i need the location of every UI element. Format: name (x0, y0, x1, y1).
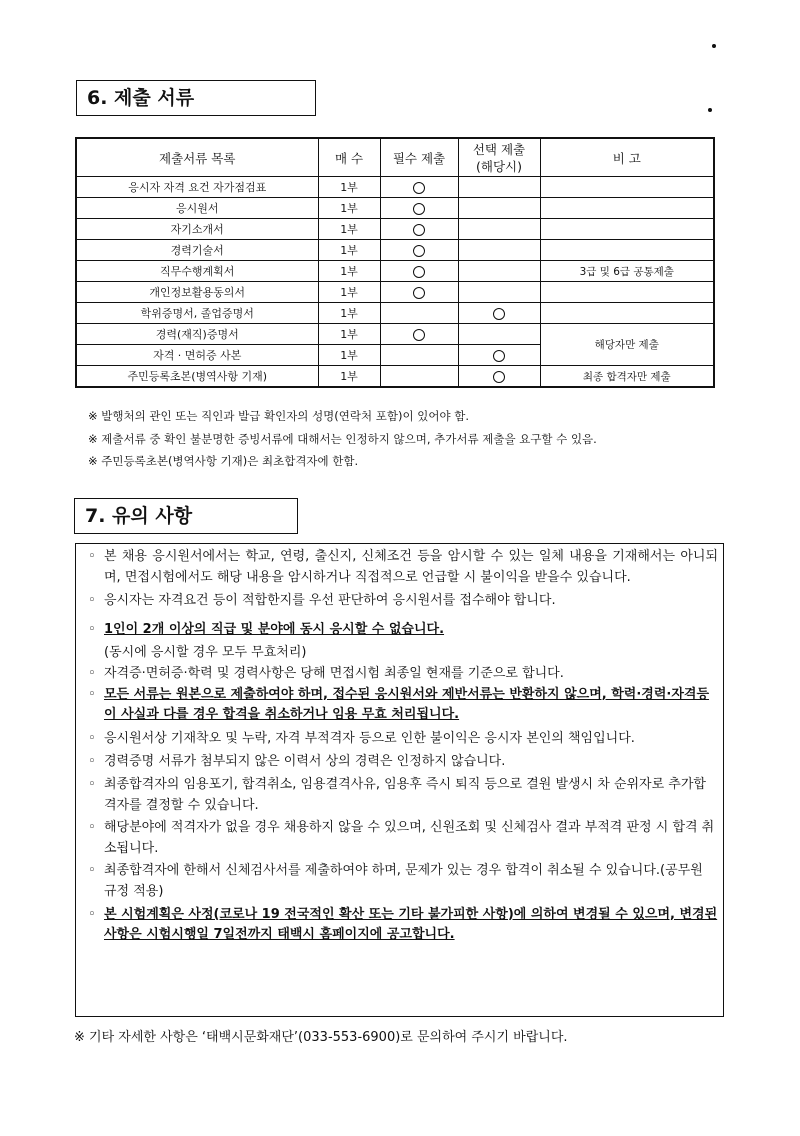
doc-note (540, 198, 714, 219)
doc-count: 1부 (318, 177, 380, 198)
list-item: ◦ 모든 서류는 원본으로 제출하여야 하며, 접수된 응시원서와 제반서류는 반환하지 않으며, 학력·경력·자격등이 사실과 다를 경우 합격을 취소하거나 임용 무효 처리됩니다. (88, 686, 710, 723)
section-7-title: 7. 유의 사항 (74, 498, 298, 534)
list-item: ◦ 자격증·면허증·학력 및 경력사항은 당해 면접시험 최종일 현재를 기준으로 합니다. (88, 665, 564, 681)
table-header-row (76, 138, 714, 177)
optional-mark (458, 345, 540, 366)
table-row (76, 366, 714, 388)
doc-name: 주민등록초본(병역사항 기재) (76, 366, 318, 388)
optional-mark (458, 324, 540, 345)
documents-table (75, 137, 715, 388)
list-item: ◦ 해당분야에 적격자가 없을 경우 채용하지 않을 수 있으며, 신원조회 및 신체검사 결과 부적격 판정 시 합격 취소됩니다. (88, 820, 715, 856)
list-item: ◦ 1인이 2개 이상의 직급 및 분야에 동시 응시할 수 없습니다. (88, 621, 445, 637)
list-item-sub: (동시에 응시할 경우 모두 무효처리) (104, 645, 307, 661)
doc-name: 직무수행계획서 (76, 261, 318, 282)
doc-note (540, 303, 714, 324)
doc-note (540, 282, 714, 303)
note-line: ※ 발행처의 관인 또는 직인과 발급 확인자의 성명(연락처 포함)이 있어야 함. (88, 409, 469, 423)
table-row (76, 240, 714, 261)
header-required: 필수 제출 (380, 138, 458, 177)
list-item: ◦ 최종합격자에 한해서 신체검사서를 제출하여야 하며, 문제가 있는 경우 합격이 취소될 수 있습니다.(공무원 규정 적용) (88, 863, 703, 899)
doc-note: 해당자만 제출 (540, 324, 714, 366)
scan-dot (708, 108, 712, 112)
table-row (76, 303, 714, 324)
list-item: ◦ 본 채용 응시원서에서는 학교, 연령, 출신지, 신체조건 등을 암시할 수 있는 일체 내용을 기재해서는 아니되며, 면접시험에서도 해당 내용을 암시하거나 직접적으로 언급할 시 불이익을 받을수 있습니다. (88, 549, 718, 585)
doc-name: 경력(재직)증명서 (76, 324, 318, 345)
header-count: 매 수 (318, 138, 380, 177)
note-line: ※ 제출서류 중 확인 불분명한 증빙서류에 대해서는 인정하지 않으며, 추가서류 제출을 요구할 수 있음. (88, 431, 597, 446)
scan-dot (712, 44, 716, 48)
doc-name: 응시원서 (76, 198, 318, 219)
optional-mark (458, 366, 540, 388)
doc-name: 개인정보활용동의서 (76, 282, 318, 303)
optional-mark (458, 219, 540, 240)
optional-mark (458, 198, 540, 219)
section-6-title: 6. 제출 서류 (76, 80, 316, 116)
doc-note (540, 177, 714, 198)
required-mark (380, 240, 458, 261)
optional-mark (458, 303, 540, 324)
doc-count: 1부 (318, 261, 380, 282)
optional-mark (458, 261, 540, 282)
required-mark (380, 261, 458, 282)
footer-note: ※ 기타 자세한 사항은 ‘태백시문화재단’(033-553-6900)로 문의하여 주시기 바랍니다. (74, 1030, 568, 1045)
circle-mark-icon (413, 266, 425, 278)
note-line: ※ 주민등록초본(병역사항 기재)은 최초합격자에 한함. (88, 454, 359, 468)
doc-name: 학위증명서, 졸업증명서 (76, 303, 318, 324)
header-note: 비 고 (540, 138, 714, 177)
required-mark (380, 282, 458, 303)
doc-note (540, 240, 714, 261)
header-doc-list: 제출서류 목록 (76, 138, 318, 177)
doc-name: 자격 · 면허증 사본 (76, 345, 318, 366)
doc-note (540, 219, 714, 240)
required-mark (380, 303, 458, 324)
list-item: ◦ 본 시험계획은 사정(코로나 19 전국적인 확산 또는 기타 불가피한 사항)에 의하여 변경될 수 있으며, 변경된 사항은 시험시행일 7일전까지 태백시 홈페이지에 공고합니다. (88, 906, 718, 943)
list-item: ◦ 응시원서상 기재착오 및 누락, 자격 부적격자 등으로 인한 불이익은 응시자 본인의 책임입니다. (88, 730, 635, 746)
doc-count: 1부 (318, 303, 380, 324)
table-row (76, 177, 714, 198)
required-mark (380, 177, 458, 198)
doc-count: 1부 (318, 345, 380, 366)
required-mark (380, 366, 458, 388)
circle-mark-icon (413, 287, 425, 299)
list-item: ◦ 최종합격자의 임용포기, 합격취소, 임용결격사유, 임용후 즉시 퇴직 등으로 결원 발생시 차 순위자로 추가합격자를 결정할 수 있습니다. (88, 776, 706, 813)
optional-mark (458, 240, 540, 261)
circle-mark-icon (413, 182, 425, 194)
required-mark (380, 219, 458, 240)
table-row (76, 261, 714, 282)
circle-mark-icon (413, 245, 425, 257)
doc-count: 1부 (318, 198, 380, 219)
table-row (76, 282, 714, 303)
section-6-notes (88, 405, 597, 473)
doc-name: 자기소개서 (76, 219, 318, 240)
doc-name: 응시자 자격 요건 자가점검표 (76, 177, 318, 198)
required-mark (380, 324, 458, 345)
circle-mark-icon (493, 350, 505, 362)
table-row (76, 219, 714, 240)
circle-mark-icon (413, 224, 425, 236)
circle-mark-icon (413, 203, 425, 215)
doc-name: 경력기술서 (76, 240, 318, 261)
table-row (76, 198, 714, 219)
optional-mark (458, 177, 540, 198)
optional-mark (458, 282, 540, 303)
list-item: ◦ 경력증명 서류가 첨부되지 않은 이력서 상의 경력은 인정하지 않습니다. (88, 754, 506, 770)
table-row (76, 324, 714, 345)
doc-note: 최종 합격자만 제출 (540, 366, 714, 388)
list-item: ◦ 응시자는 자격요건 등이 적합한지를 우선 판단하여 응시원서를 접수해야 합니다. (88, 593, 556, 609)
notice-list (84, 547, 718, 946)
doc-count: 1부 (318, 366, 380, 388)
required-mark (380, 345, 458, 366)
doc-count: 1부 (318, 324, 380, 345)
doc-count: 1부 (318, 240, 380, 261)
required-mark (380, 198, 458, 219)
doc-count: 1부 (318, 282, 380, 303)
circle-mark-icon (493, 308, 505, 320)
doc-count: 1부 (318, 219, 380, 240)
circle-mark-icon (493, 371, 505, 383)
circle-mark-icon (413, 329, 425, 341)
header-optional: 선택 제출 (해당시) (458, 138, 540, 177)
doc-note: 3급 및 6급 공통제출 (540, 261, 714, 282)
